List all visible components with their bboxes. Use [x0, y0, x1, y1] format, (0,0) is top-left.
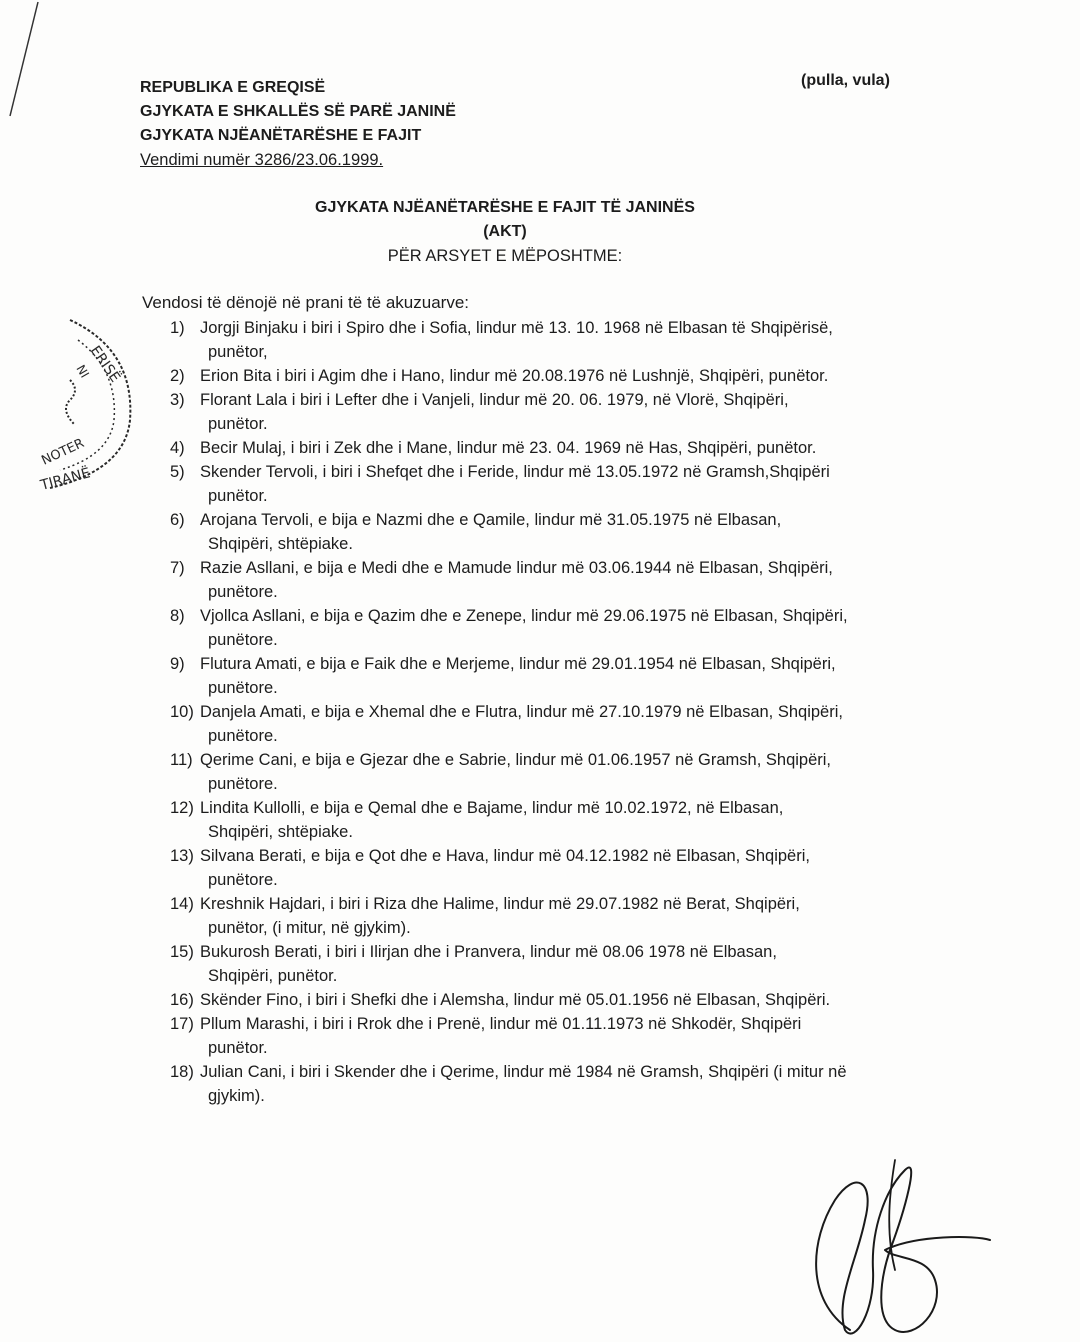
defendant-item — [140, 700, 940, 748]
defendant-number: 10) — [170, 703, 194, 721]
defendant-number: 3) — [170, 391, 185, 409]
stamp-text-tirane: TIRANË — [38, 465, 93, 494]
defendant-details-continued: punëtore. — [208, 727, 278, 745]
defendant-details-continued: punëtore. — [208, 631, 278, 649]
defendant-details: Danjela Amati, e bija e Xhemal dhe e Flutra, lindur më 27.10.1979 në Elbasan, Shqipëri, — [200, 703, 843, 721]
verdict-intro: Vendosi të dënojë në prani të të akuzuarve: — [142, 293, 470, 312]
defendant-item — [140, 1060, 940, 1108]
defendant-number: 1) — [170, 319, 185, 337]
defendant-details-continued: gjykim). — [208, 1087, 265, 1105]
defendant-number: 7) — [170, 559, 185, 577]
defendant-details-continued: Shqipëri, shtëpiake. — [208, 823, 353, 841]
defendant-number: 11) — [170, 751, 193, 769]
defendant-number: 2) — [170, 367, 185, 385]
defendant-details: Florant Lala i biri i Lefter dhe i Vanjeli, lindur më 20. 06. 1979, në Vlorë, Shqipëri, — [200, 391, 789, 409]
defendant-item — [140, 988, 940, 1012]
stamp-text-ni: NI — [73, 362, 92, 381]
defendant-item — [140, 316, 940, 364]
defendant-details-continued: Shqipëri, shtëpiake. — [208, 535, 353, 553]
court-division: GJYKATA NJËANËTARËSHE E FAJIT — [140, 127, 422, 144]
defendant-number: 18) — [170, 1063, 194, 1081]
defendant-item — [140, 388, 940, 436]
defendant-item — [140, 748, 940, 796]
defendant-number: 16) — [170, 991, 194, 1009]
defendant-details: Bukurosh Berati, i biri i Ilirjan dhe i Pranvera, lindur më 08.06 1978 në Elbasan, — [200, 943, 777, 961]
defendant-details-continued: Shqipëri, punëtor. — [208, 967, 338, 985]
defendant-item — [140, 1012, 940, 1060]
court-name: GJYKATA E SHKALLËS SË PARË JANINË — [140, 103, 456, 120]
defendant-item — [140, 436, 940, 460]
defendant-details-continued: punëtor. — [208, 415, 268, 433]
defendant-details-continued: punëtore. — [208, 775, 278, 793]
stamp-text-noter: NOTER — [39, 435, 87, 469]
country-name: REPUBLIKA E GREQISË — [140, 79, 326, 96]
notary-stamp-icon — [30, 310, 140, 500]
document-header — [140, 76, 456, 172]
scan-edge-line — [0, 0, 40, 120]
defendant-details: Kreshnik Hajdari, i biri i Riza dhe Halime, lindur më 29.07.1982 në Berat, Shqipëri, — [200, 895, 800, 913]
defendant-item — [140, 844, 940, 892]
defendants-list — [140, 316, 940, 1108]
seal-note: (pulla, vula) — [801, 72, 890, 89]
defendant-details: Becir Mulaj, i biri i Zek dhe i Mane, lindur më 23. 04. 1969 në Has, Shqipëri, punëtor. — [200, 439, 817, 457]
defendant-details: Arojana Tervoli, e bija e Nazmi dhe e Qamile, lindur më 31.05.1975 në Elbasan, — [200, 511, 782, 529]
defendant-details: Jorgji Binjaku i biri i Spiro dhe i Sofia, lindur më 13. 10. 1968 në Elbasan të Shqipërisë, — [200, 319, 833, 337]
defendant-item — [140, 892, 940, 940]
defendant-details: Flutura Amati, e bija e Faik dhe e Merjeme, lindur më 29.01.1954 në Elbasan, Shqipëri, — [200, 655, 836, 673]
defendant-details-continued: punëtor, — [208, 343, 268, 361]
defendant-details: Julian Cani, i biri i Skender dhe i Qerime, lindur më 1984 në Gramsh, Shqipëri (i mitur në — [200, 1063, 847, 1081]
defendant-item — [140, 364, 940, 388]
decision-reference: Vendimi numër 3286/23.06.1999. — [140, 151, 384, 169]
defendant-details: Vjollca Asllani, e bija e Qazim dhe e Zenepe, lindur më 29.06.1975 në Elbasan, Shqipëri, — [200, 607, 848, 625]
act-label: (AKT) — [483, 223, 527, 240]
defendant-number: 12) — [170, 799, 194, 817]
defendant-details-continued: punëtor. — [208, 487, 268, 505]
defendant-details: Razie Asllani, e bija e Medi dhe e Mamude lindur më 03.06.1944 në Elbasan, Shqipëri, — [200, 559, 833, 577]
defendant-item — [140, 652, 940, 700]
court-title: GJYKATA NJËANËTARËSHE E FAJIT TË JANINËS — [315, 199, 695, 216]
defendant-number: 6) — [170, 511, 185, 529]
defendant-item — [140, 508, 940, 556]
defendant-details: Erion Bita i biri i Agim dhe i Hano, lindur më 20.08.1976 në Lushnjë, Shqipëri, punëtor. — [200, 367, 829, 385]
defendant-number: 9) — [170, 655, 185, 673]
defendant-details: Silvana Berati, e bija e Qot dhe e Hava, lindur më 04.12.1982 në Elbasan, Shqipëri, — [200, 847, 810, 865]
defendant-item — [140, 940, 940, 988]
defendant-details: Qerime Cani, e bija e Gjezar dhe e Sabrie, lindur më 01.06.1957 në Gramsh, Shqipëri, — [200, 751, 832, 769]
defendant-details: Lindita Kullolli, e bija e Qemal dhe e Bajame, lindur më 10.02.1972, në Elbasan, — [200, 799, 784, 817]
defendant-details: Pllum Marashi, i biri i Rrok dhe i Prenë, lindur më 01.11.1973 në Shkodër, Shqipëri — [200, 1015, 802, 1033]
defendant-number: 4) — [170, 439, 185, 457]
defendant-details-continued: punëtor. — [208, 1039, 268, 1057]
defendant-item — [140, 460, 940, 508]
defendant-details: Skender Tervoli, i biri i Shefqet dhe i Feride, lindur më 13.05.1972 në Gramsh,Shqipëri — [200, 463, 830, 481]
defendant-number: 5) — [170, 463, 185, 481]
defendant-number: 8) — [170, 607, 185, 625]
defendant-details-continued: punëtore. — [208, 583, 278, 601]
defendant-number: 15) — [170, 943, 194, 961]
defendant-item — [140, 556, 940, 604]
defendant-number: 14) — [170, 895, 194, 913]
defendant-number: 13) — [170, 847, 194, 865]
reasons-heading: PËR ARSYET E MËPOSHTME: — [387, 247, 623, 265]
defendant-number: 17) — [170, 1015, 194, 1033]
defendant-details-continued: punëtore. — [208, 679, 278, 697]
defendant-details-continued: punëtore. — [208, 871, 278, 889]
defendant-details-continued: punëtor, (i mitur, në gjykim). — [208, 919, 411, 937]
defendant-details: Skënder Fino, i biri i Shefki dhe i Alemsha, lindur më 05.01.1956 në Elbasan, Shqipëri. — [200, 991, 831, 1009]
signature-icon — [795, 1130, 995, 1340]
defendant-item — [140, 604, 940, 652]
defendant-item — [140, 796, 940, 844]
stamp-text-erise: ERISË — [86, 343, 124, 386]
